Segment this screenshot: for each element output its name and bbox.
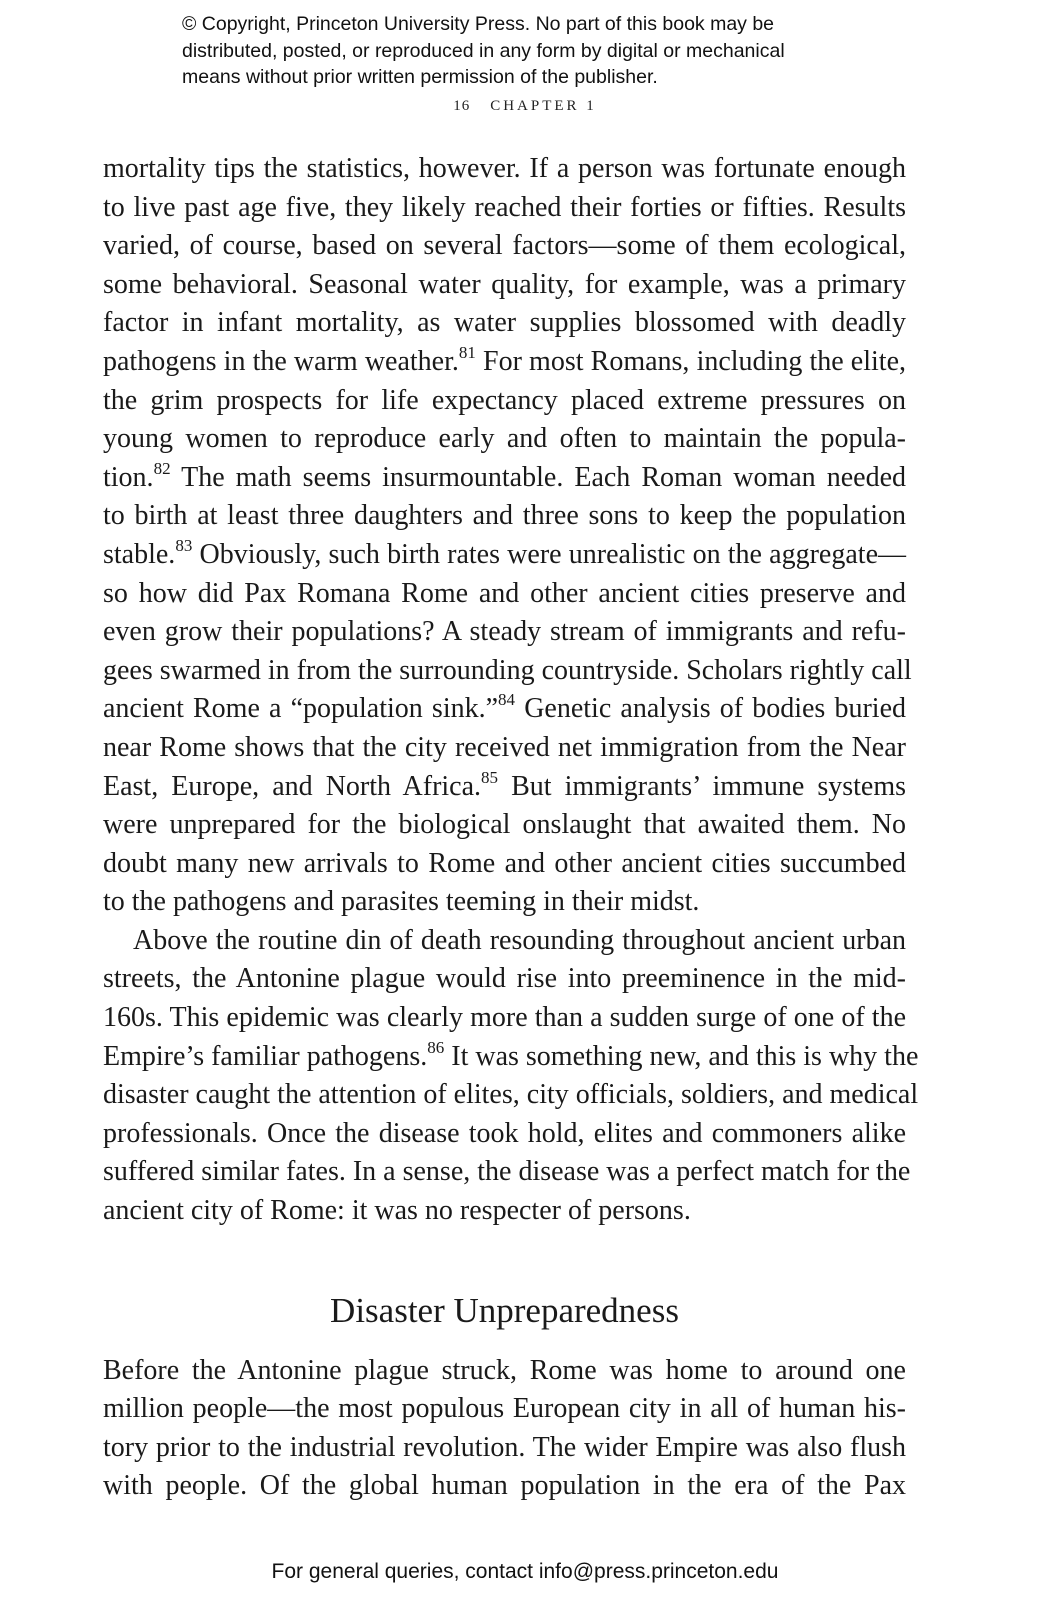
footer-contact: For general queries, contact info@press.princeton.edu (271, 1560, 779, 1583)
text-line: near Rome shows that the city received net immigration from the Near (103, 731, 906, 763)
page-body (103, 150, 919, 1506)
copyright-line: means without prior written permission of the publisher. (182, 66, 658, 88)
text-line: some behavioral. Seasonal water quality, for example, was a primary (103, 268, 906, 300)
footnote-ref-83[interactable]: 83 (175, 535, 193, 555)
text-line: disaster caught the attention of elites, city officials, soldiers, and medical (103, 1079, 919, 1111)
text-line (103, 536, 906, 575)
text-line: ancient city of Rome: it was no respecter of persons. (103, 1195, 691, 1227)
text-segment: Genetic analysis of bodies buried (515, 693, 907, 725)
text-line: suffered similar fates. In a sense, the disease was a perfect match for the (103, 1156, 911, 1188)
text-line: Before the Antonine plague struck, Rome was home to around one (103, 1354, 906, 1386)
text-segment: But immigrants’ immune systems (498, 770, 906, 802)
paragraph (103, 922, 919, 1231)
text-line: to live past age five, they likely reached their forties or fifties. Results (103, 191, 906, 223)
text-segment: The math seems insurmountable. Each Roman woman needed (170, 461, 906, 493)
text-line: to the pathogens and parasites teeming in their midst. (103, 886, 700, 918)
text-line (103, 768, 906, 807)
text-segment: pathogens in the warm weather. (103, 345, 459, 377)
footnote-ref-82[interactable]: 82 (153, 458, 171, 478)
copyright-line: distributed, posted, or reproduced in any form by digital or mechanical (182, 39, 785, 62)
copyright-line: © Copyright, Princeton University Press. No part of this book may be (182, 13, 775, 35)
paragraph (103, 1352, 906, 1506)
text-line: were unprepared for the biological onslaught that awaited them. No (103, 809, 906, 841)
chapter-label: CHAPTER 1 (490, 98, 597, 114)
text-segment: Empire’s familiar pathogens. (103, 1040, 428, 1072)
text-segment: stable. (103, 538, 176, 570)
text-line: so how did Pax Romana Rome and other ancient cities preserve and (103, 577, 906, 609)
footnote-ref-84[interactable]: 84 (498, 690, 516, 710)
footnote-ref-86[interactable]: 86 (427, 1037, 445, 1057)
text-line: even grow their populations? A steady stream of immigrants and refu- (103, 616, 906, 648)
text-line (103, 690, 906, 729)
text-line (103, 1037, 919, 1077)
text-line: streets, the Antonine plague would rise into preeminence in the mid- (103, 963, 906, 995)
text-line: mortality tips the statistics, however. If a person was fortunate enough (103, 153, 906, 184)
text-line (103, 459, 906, 498)
text-line: gees swarmed in from the surrounding countryside. Scholars rightly call (103, 654, 912, 686)
text-line: Above the routine din of death resounding throughout ancient urban (133, 924, 906, 956)
text-segment: tion. (103, 461, 154, 493)
text-line: million people—the most populous European city in all of human his- (103, 1393, 906, 1425)
text-line: doubt many new arrivals to Rome and other ancient cities succumbed (103, 847, 906, 879)
text-line: professionals. Once the disease took hold, elites and commoners alike (103, 1117, 906, 1149)
text-line: young women to reproduce early and often to maintain the popula- (103, 423, 906, 455)
text-line: tory prior to the industrial revolution. The wider Empire was also flush (103, 1431, 906, 1463)
paragraph (103, 150, 912, 922)
running-head (0, 98, 1050, 115)
text-line: factor in infant mortality, as water supplies blossomed with deadly (103, 307, 906, 339)
text-segment: Obviously, such birth rates were unrealistic on the aggregate— (192, 538, 906, 570)
page-number: 16 (453, 98, 471, 114)
footnote-ref-81[interactable]: 81 (458, 342, 476, 362)
text-segment: ancient Rome a “population sink.” (103, 693, 499, 725)
text-line: to birth at least three daughters and three sons to keep the population (103, 500, 906, 532)
text-line: varied, of course, based on several factors—some of them ecological, (103, 230, 906, 262)
text-segment: For most Romans, including the elite, (475, 345, 907, 377)
text-line: the grim prospects for life expectancy placed extreme pressures on (103, 384, 906, 416)
copyright-notice (182, 11, 902, 91)
text-segment: It was something new, and this is why the (444, 1040, 919, 1072)
footnote-ref-85[interactable]: 85 (481, 767, 499, 787)
text-line: 160s. This epidemic was clearly more than a sudden surge of one of the (103, 1002, 906, 1034)
text-segment: East, Europe, and North Africa. (103, 770, 482, 802)
section-heading: Disaster Unpreparedness (330, 1290, 679, 1330)
text-line: with people. Of the global human population in the era of the Pax (103, 1470, 906, 1502)
text-line (103, 343, 906, 382)
